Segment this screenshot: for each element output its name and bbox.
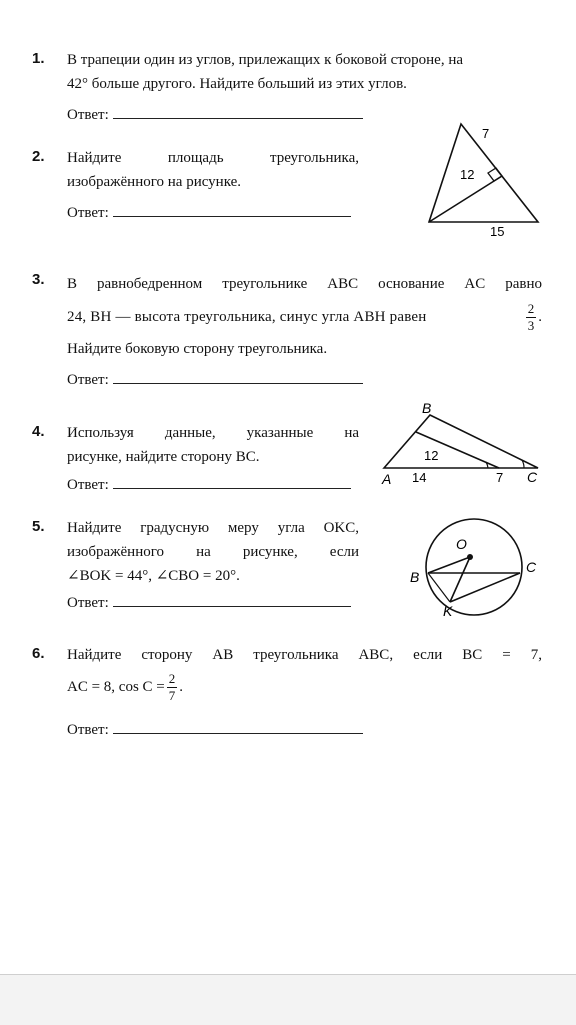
task-5 [32,516,372,616]
punctuation: . [538,308,542,325]
fraction-wrap [524,301,542,334]
answer-row[interactable] [67,371,363,389]
fraction [526,301,537,334]
task-text [67,48,542,96]
answer-line[interactable] [113,204,351,217]
label-segment-12: 12 [424,448,439,463]
task-text-line: изображённого на рисунке, если [67,544,359,560]
height-line [429,176,502,222]
punctuation: . [179,679,184,695]
answer-line[interactable] [113,371,363,384]
task-number: 1. [32,50,45,67]
label-point-k: K [443,603,453,619]
answer-label: Ответ: [67,107,109,123]
task-text [67,643,542,705]
label-segment-14: 14 [412,470,427,485]
answer-line[interactable] [113,594,351,607]
task-number: 3. [32,271,45,288]
task-text-line: ∠BOK = 44°, ∠CBO = 20°. [67,568,240,584]
task-number: 6. [32,645,45,662]
answer-label: Ответ: [67,205,109,221]
task-number: 4. [32,423,45,440]
label-vertex-a: A [382,471,392,487]
triangle-outline [384,415,538,468]
task-2 [32,146,372,226]
fraction [167,671,178,704]
figure-triangle-task-2 [420,116,548,244]
answer-label: Ответ: [67,372,109,388]
label-segment-7: 7 [496,470,504,485]
task-number: 2. [32,148,45,165]
label-point-c: C [526,559,537,575]
answer-row[interactable] [67,721,363,739]
answer-row[interactable] [67,106,363,124]
bottom-bar [0,974,576,1025]
fraction-numerator: 2 [168,670,176,686]
task-text-line: В трапеции один из углов, прилежащих к боковой стороне, на [67,52,464,68]
answer-line[interactable] [113,721,363,734]
task-text-line: рисунке, найдите сторону BC. [67,449,260,465]
figure-circle-task-5 [404,512,554,622]
fraction-denominator: 3 [527,317,535,333]
task-text-fragment: AC = 8, cos C = [67,679,165,695]
label-base-15: 15 [490,224,505,239]
label-side-7: 7 [482,126,490,141]
task-3 [32,269,544,389]
task-text [67,269,542,365]
task-number: 5. [32,518,45,535]
label-point-o: O [456,536,467,552]
task-text-line: Найдите площадь треугольника, [67,150,359,166]
circle-outline [426,519,522,615]
task-text-line: В равнобедренном треугольнике ABC основание AC равно [67,276,542,292]
label-vertex-c: C [527,469,538,485]
label-height-12: 12 [460,167,475,182]
answer-line[interactable] [113,476,351,489]
answer-label: Ответ: [67,595,109,611]
task-text-line [67,300,542,334]
task-text-line: Найдите сторону AB треугольника ABC, если BC = 7, [67,647,542,663]
task-text [67,516,359,588]
task-text [67,146,359,194]
fraction-numerator: 2 [527,300,535,316]
answer-label: Ответ: [67,722,109,738]
label-vertex-b: B [422,400,432,416]
task-4 [32,421,372,501]
figure-triangle-task-4 [376,400,546,490]
task-text-fragment: 24, BH — высота треугольника, синус угла ABH равен [67,308,427,325]
answer-line[interactable] [113,106,363,119]
task-text-line: Используя данные, указанные на [67,425,359,441]
task-text-line: Найдите боковую сторону треугольника. [67,341,328,357]
answer-row[interactable] [67,594,351,612]
fraction-denominator: 7 [168,687,176,703]
task-text-line: Найдите градусную меру угла OKC, [67,520,359,536]
task-text-line: изображённого на рисунке. [67,174,242,190]
task-text-line [67,669,542,705]
label-point-b: B [410,569,420,585]
answer-row[interactable] [67,476,351,494]
answer-row[interactable] [67,204,351,222]
task-text [67,421,359,469]
task-6 [32,643,544,753]
answer-label: Ответ: [67,477,109,493]
task-text-line: 42° больше другого. Найдите больший из этих углов. [67,76,407,92]
